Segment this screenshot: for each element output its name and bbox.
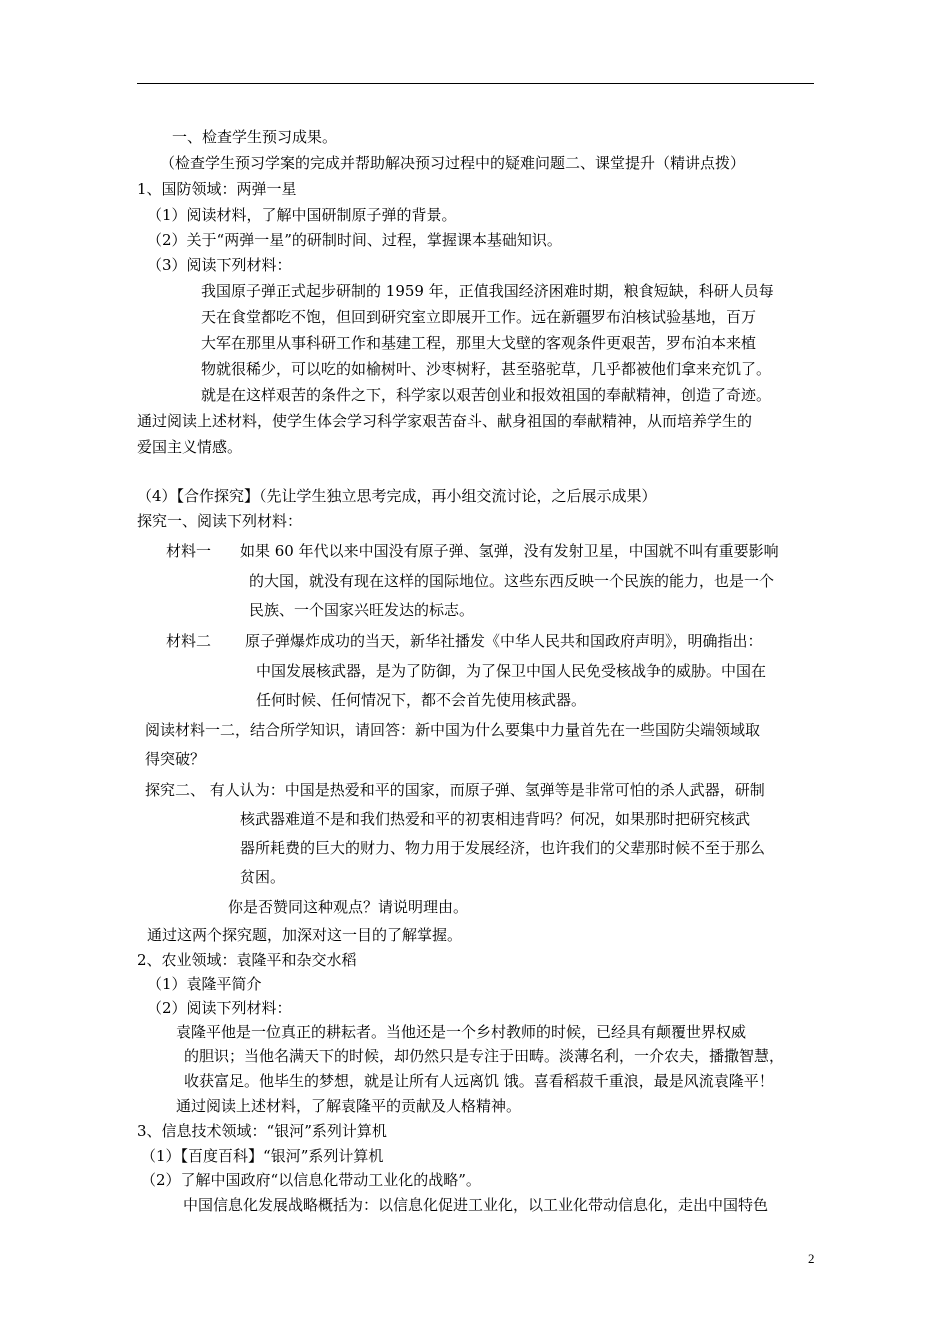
text-line: 探究一、阅读下列材料： (137, 512, 303, 530)
text-line: 通过阅读上述材料，了解袁隆平的贡献及人格精神。 (176, 1097, 522, 1115)
text-line: 一、检查学生预习成果。 (172, 128, 338, 146)
text-line: 如果 60 年代以来中国没有原子弹、氢弹，没有发射卫星，中国就不叫有重要影响 (240, 542, 779, 560)
text-line: 1、国防领域：两弹一星 (137, 180, 297, 198)
text-line: 大军在那里从事科研工作和基建工程，那里大戈壁的客观条件更艰苦，罗布泊本来植 (201, 334, 757, 352)
material-label: 材料二 (166, 632, 212, 650)
text-line: 贫困。 (240, 868, 286, 886)
text-line: 通过这两个探究题，加深对这一目的了解掌握。 (147, 926, 463, 944)
text-line: 民族、一个国家兴旺发达的标志。 (249, 601, 475, 619)
text-line: 2、农业领域：袁隆平和杂交水稻 (137, 951, 357, 969)
text-line: 袁隆平他是一位真正的耕耘者。当他还是一个乡村教师的时候，已经具有颠覆世界权威 (176, 1023, 747, 1041)
text-line: 任何时候、任何情况下，都不会首先使用核武器。 (256, 691, 587, 709)
text-line: 我国原子弹正式起步研制的 1959 年，正值我国经济困难时期，粮食短缺，科研人员每 (201, 282, 774, 300)
text-line: 天在食堂都吃不饱，但回到研究室立即展开工作。远在新疆罗布泊核试验基地，百万 (201, 308, 757, 326)
text-line: 核武器难道不是和我们热爱和平的初衷相违背吗？何况，如果那时把研究核武 (240, 810, 751, 828)
header-rule (137, 83, 814, 84)
text-line: （2）阅读下列材料： (147, 999, 292, 1017)
text-line: 物就很稀少，可以吃的如榆树叶、沙枣树籽，甚至骆驼草，几乎都被他们拿来充饥了。 (201, 360, 772, 378)
text-line: （1）阅读材料，了解中国研制原子弹的背景。 (147, 206, 457, 224)
text-line: 中国发展核武器，是为了防御，为了保卫中国人民免受核战争的威胁。中国在 (256, 662, 767, 680)
text-line: 器所耗费的巨大的财力、物力用于发展经济，也许我们的父辈那时候不至于那么 (240, 839, 766, 857)
text-line: （1）【百度百科】“银河”系列计算机 (141, 1147, 384, 1165)
page-number: 2 (808, 1251, 815, 1266)
text-line: 收获富足。他毕生的梦想，就是让所有人远离饥 饿。喜看稻菽千重浪，最是风流袁隆平！ (184, 1072, 774, 1090)
text-line: （1）袁隆平简介 (147, 975, 262, 993)
text-line: （3）阅读下列材料： (147, 256, 292, 274)
text-line: 你是否赞同这种观点？请说明理由。 (228, 898, 469, 916)
text-line: （4）【合作探究】（先让学生独立思考完成，再小组交流讨论，之后展示成果） (137, 487, 657, 505)
text-line: （2）了解中国政府“以信息化带动工业化的战略”。 (141, 1171, 481, 1189)
text-line: 中国信息化发展战略概括为：以信息化促进工业化，以工业化带动信息化，走出中国特色 (183, 1196, 769, 1214)
text-line: （2）关于“两弹一星”的研制时间、过程，掌握课本基础知识。 (147, 231, 562, 249)
text-line: 的胆识；当他名满天下的时候，却仍然只是专注于田畴。淡薄名利，一介农夫，播撒智慧， (184, 1047, 785, 1065)
text-line: 通过阅读上述材料，使学生体会学习科学家艰苦奋斗、献身祖国的奉献精神，从而培养学生的 (137, 412, 753, 430)
text-line: 爱国主义情感。 (137, 438, 243, 456)
text-line: 原子弹爆炸成功的当天，新华社播发《中华人民共和国政府声明》，明确指出： (245, 632, 763, 650)
text-line: 阅读材料一二，结合所学知识，请回答：新中国为什么要集中力量首先在一些国防尖端领域取 (145, 721, 761, 739)
material-label: 材料一 (166, 542, 212, 560)
text-line: 得突破？ (145, 750, 206, 768)
text-line: 的大国，就没有现在这样的国际地位。这些东西反映一个民族的能力，也是一个 (249, 572, 775, 590)
text-line: 就是在这样艰苦的条件之下，科学家以艰苦创业和报效祖国的奉献精神，创造了奇迹。 (201, 386, 772, 404)
text-line: （检查学生预习学案的完成并帮助解决预习过程中的疑难问题二、课堂提升（精讲点拨） (160, 154, 746, 172)
text-line: 探究二、 有人认为：中国是热爱和平的国家，而原子弹、氢弹等是非常可怕的杀人武器，研制 (145, 781, 765, 799)
text-line: 3、信息技术领域：“银河”系列计算机 (137, 1122, 387, 1140)
